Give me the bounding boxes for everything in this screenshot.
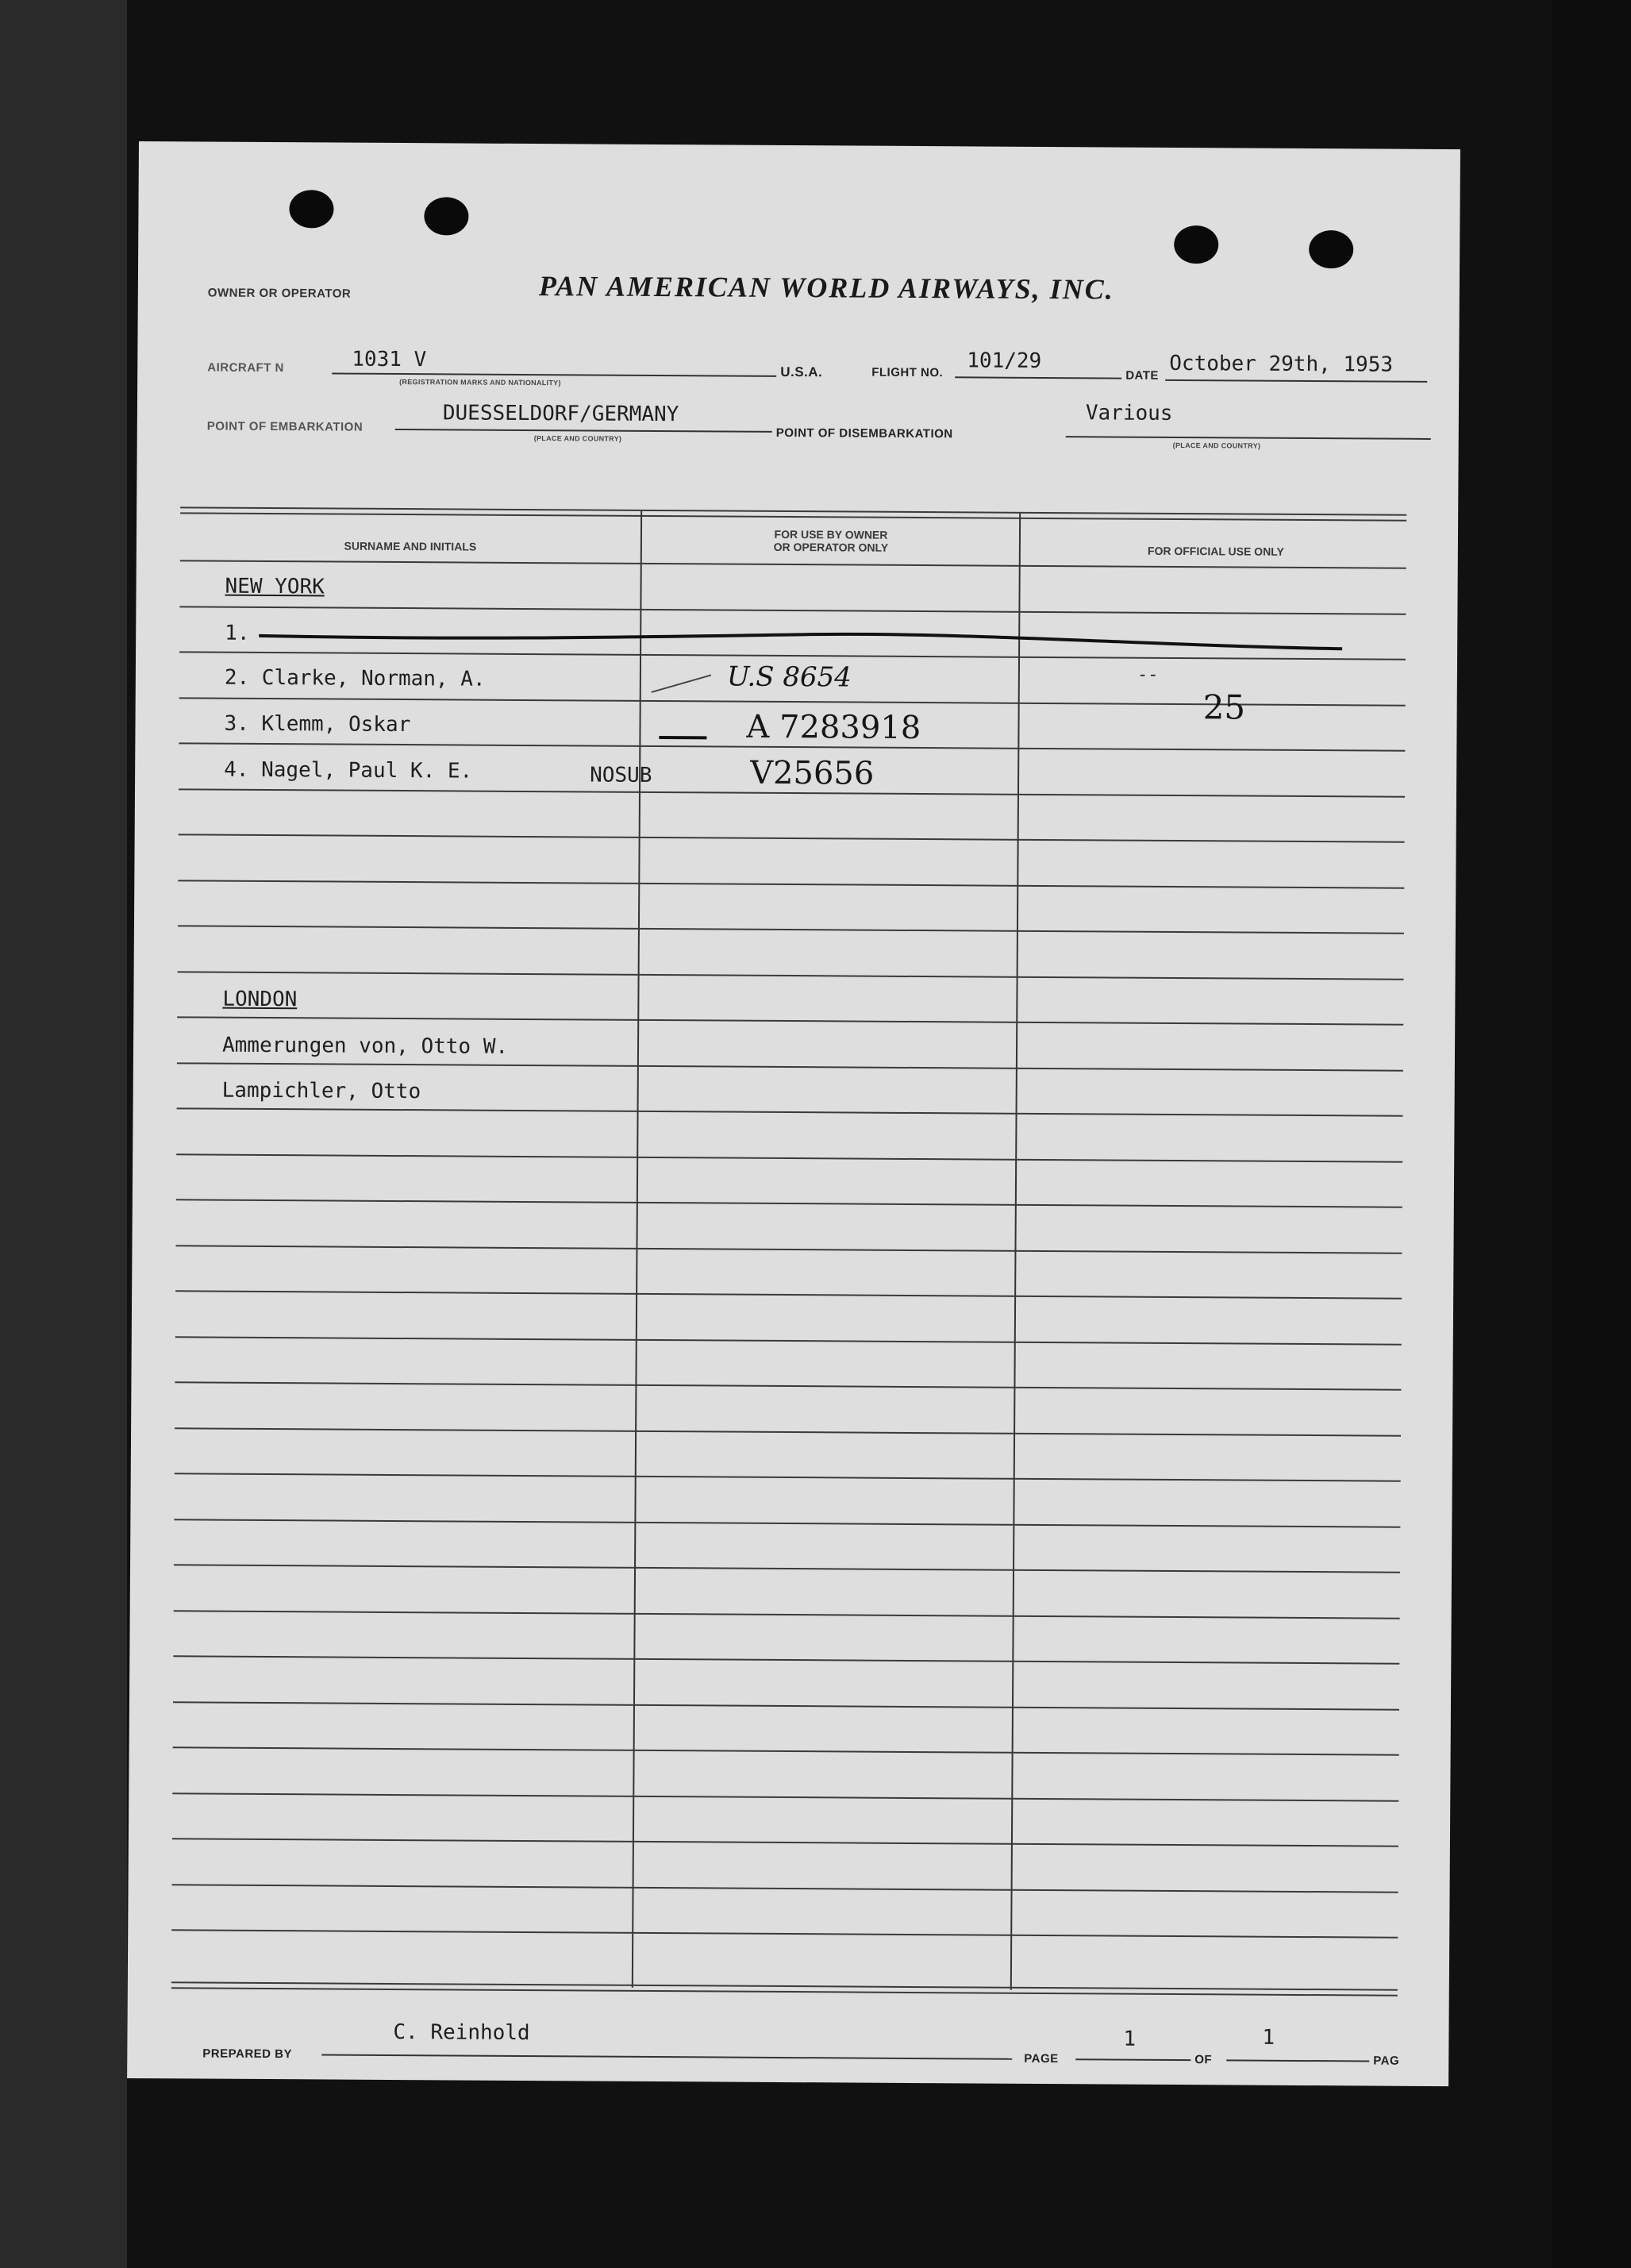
owner-note-row-3: A 7283918 [746,708,921,747]
table-row-rule [175,1290,1402,1299]
page-label: PAGE [1024,2051,1059,2066]
passenger-row-2: 2. Clarke, Norman, A. [224,665,486,691]
table-row-rule [175,1381,1401,1390]
table-row-rule [173,1655,1399,1664]
manifest-page [127,141,1460,2086]
passenger-row-4: 4. Nagel, Paul K. E. [224,757,473,784]
table-row-rule [177,1107,1403,1116]
passenger-row-3: 3. Klemm, Oskar [224,711,411,737]
col-head-owner-use: FOR USE BY OWNER OR OPERATOR ONLY [773,527,889,554]
usa-label: U.S.A. [780,364,823,380]
of-underline [1226,2059,1369,2062]
embark-value: DUESSELDORF/GERMANY [442,401,679,427]
table-row-rule [173,1701,1399,1710]
table-top-rule [180,506,1406,521]
aircraft-label: AIRCRAFT N [207,360,284,375]
table-row-rule [171,1929,1398,1938]
table-row-rule [175,1473,1401,1481]
punch-hole [424,197,468,235]
aircraft-value: 1031 V [352,347,427,372]
col-head-official-use: FOR OFFICIAL USE ONLY [1147,544,1284,558]
owner-note-row-2: U.S 8654 [726,660,852,694]
dash-mark [659,736,706,739]
section-london: LONDON [222,987,298,1012]
table-row-rule [179,834,1405,842]
table-row-rule [177,1016,1403,1025]
table-row-rule [178,880,1404,888]
of-value: 1 [1262,2025,1275,2050]
table-row-rule [175,1245,1402,1253]
table-row-rule [172,1838,1398,1846]
dash-mark: -- [1137,664,1159,685]
aircraft-underline [332,372,776,376]
check-mark [648,668,719,701]
table-row-rule [176,1153,1402,1162]
disembark-label: POINT OF DISEMBARKATION [775,425,953,441]
pages-label: PAG [1373,2054,1400,2068]
table-row-rule [172,1884,1398,1893]
table-row-rule [172,1792,1398,1801]
passenger-london-2: Lampichler, Otto [221,1078,421,1104]
nosub-mark: NOSUB [590,763,652,787]
scan-border-left [0,0,127,2268]
registration-note: (REGISTRATION MARKS AND NATIONALITY) [399,378,561,387]
owner-note-row-4: V25656 [750,754,875,792]
disembark-place-note: (PLACE AND COUNTRY) [1172,441,1261,450]
date-value: October 29th, 1953 [1169,351,1394,377]
flight-underline [955,376,1121,379]
prepared-label: PREPARED BY [202,2047,293,2062]
date-label: DATE [1125,368,1160,383]
table-row-rule [174,1519,1400,1527]
passenger-row-1: 1. [225,621,250,645]
embark-place-note: (PLACE AND COUNTRY) [533,434,622,443]
strike-line [255,618,1350,657]
col-head-surname: SURNAME AND INITIALS [344,539,477,553]
owner-label: OWNER OR OPERATOR [207,286,352,301]
table-row-rule [178,971,1404,980]
table-bottom-rule [171,1981,1398,1996]
prepared-underline [321,2054,1012,2059]
table-row-rule [178,925,1404,934]
official-note-row-2: 25 [1202,687,1246,727]
date-underline [1165,379,1427,383]
table-row-rule [173,1746,1399,1755]
table-row-rule [174,1610,1400,1619]
table-row-rule [175,1427,1401,1436]
embark-underline [395,429,772,433]
prepared-value: C. Reinhold [393,2020,530,2046]
table-row-rule [175,1336,1402,1345]
table-row-rule [177,1062,1403,1071]
punch-hole [1174,225,1218,264]
table-row-rule [174,1564,1400,1573]
table-row-rule [179,606,1406,614]
punch-hole [1309,230,1353,268]
page-underline [1075,2058,1191,2061]
table-row-rule [176,1199,1402,1207]
of-label: OF [1194,2053,1213,2067]
embark-label: POINT OF EMBARKATION [206,419,364,434]
table-row-rule [180,560,1406,568]
flight-label: FLIGHT NO. [871,365,944,380]
section-new-york: NEW YORK [225,574,325,599]
company-name: PAN AMERICAN WORLD AIRWAYS, INC. [538,270,1114,306]
disembark-underline [1066,436,1431,440]
page-value: 1 [1123,2027,1137,2051]
punch-hole [289,190,333,228]
scan-border-right [1552,0,1631,2268]
disembark-value: Various [1085,401,1173,425]
passenger-london-1: Ammerungen von, Otto W. [221,1033,509,1059]
flight-value: 101/29 [967,348,1042,373]
